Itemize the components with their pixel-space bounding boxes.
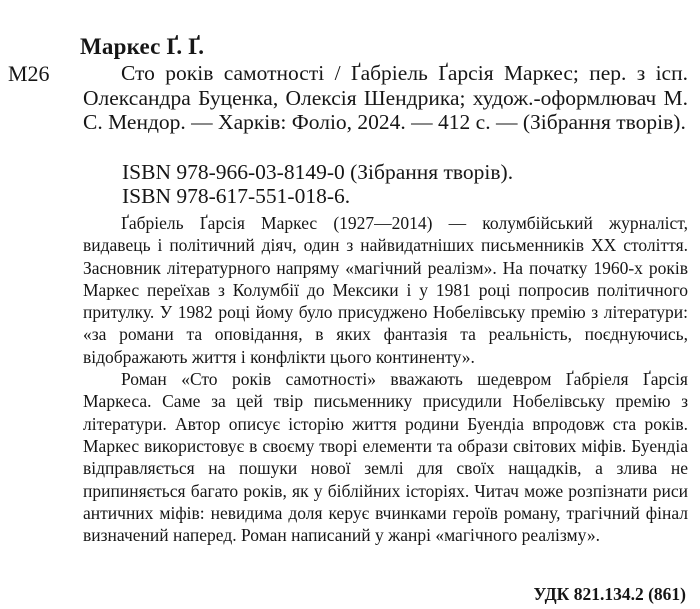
author-heading: Маркес Ґ. Ґ. [80, 34, 205, 59]
isbn-line: ISBN 978-966-03-8149-0 (Зібрання творів). [122, 160, 514, 184]
isbn-line: ISBN 978-617-551-018-6. [122, 184, 351, 208]
annotation [83, 212, 688, 546]
udk-code: УДК 821.134.2 (861) [533, 584, 686, 604]
author-code: М26 [8, 61, 50, 86]
bibliographic-description: Сто років самотності / Ґабріель Ґарсія Маркес; пер. з ісп. Олександра Буценка, Олексія Шендрика; худож.-оформлювач М. С. Мендор. — Харків: Фоліо, 2024. — 412 с. — (Зібрання творів). [83, 61, 688, 134]
annotation-paragraph: Ґабріель Ґарсія Маркес (1927—2014) — колумбійський журналіст, видавець і політичний діяч, один з найвидатніших письменників XX століття. Засновник літературного напряму «магічний реалізм». На початку 1960-х років Маркес переїхав з Колумбії до Мексики і у 1981 році попросив політичного притулку. У 1982 році йому було присуджено Нобелівську премію з літератури: «за романи та оповідання, в яких фантазія та реальність, поєднуючись, відображають життя і конфлікти цього континенту». [83, 213, 688, 367]
isbn-list [122, 160, 513, 208]
annotation-paragraph: Роман «Сто років самотності» вважають шедевром Ґабріеля Ґарсія Маркеса. Саме за цей твір письменнику присудили Нобелівську премію з літератури. Автор описує історію життя родини Буендіа впродовж ста років. Маркес використовує в своєму творі елементи та образи світових міфів. Буендіа відправляється на пошуки нової землі для своїх нащадків, а злива не припиняється багато років, як у біблійних історіях. Читач може розпізнати риси античних міфів: невидима доля керує вчинками героїв роману, трагічний фінал визначений наперед. Роман написаний у жанрі «магічного реалізму». [83, 369, 688, 546]
